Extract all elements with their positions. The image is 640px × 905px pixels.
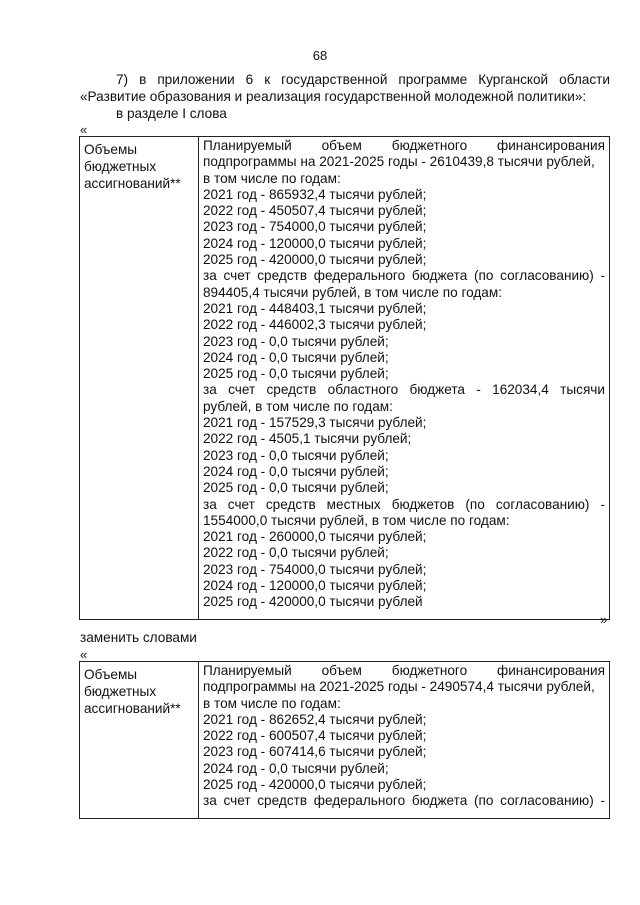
old-content-line: 2025 год - 420000,0 тысячи рублей; xyxy=(203,252,427,268)
intro-paragraph xyxy=(80,71,610,122)
new-content-line: 2023 год - 607414,6 тысячи рублей; xyxy=(203,744,427,760)
old-label-line: бюджетных xyxy=(84,159,157,174)
new-label-line: Объемы xyxy=(84,667,138,682)
new-content-line: 2024 год - 0,0 тысячи рублей; xyxy=(203,760,389,776)
intro-line-1: 7) в приложении 6 к государственной программе Курганской области xyxy=(116,72,610,87)
opening-quote-2: « xyxy=(80,647,88,662)
old-content-line: 2021 год - 448403,1 тысячи рублей; xyxy=(203,300,427,316)
new-budget-table xyxy=(79,661,610,819)
new-content-line: 2022 год - 600507,4 тысячи рублей; xyxy=(203,728,427,744)
new-table-label-cell xyxy=(80,662,199,819)
new-label-line: ассигнований** xyxy=(84,701,181,716)
old-content-line: в том числе по годам: xyxy=(203,170,341,186)
old-content-line: 2025 год - 0,0 тысячи рублей; xyxy=(203,366,389,382)
replace-phrase: заменить словами xyxy=(80,630,197,645)
old-content-line: Планируемый объем бюджетного финансирования xyxy=(203,138,605,153)
closing-quote: » xyxy=(600,612,608,627)
old-content-line: рублей, в том числе по годам: xyxy=(203,398,393,414)
new-content-line: 2021 год - 862652,4 тысячи рублей; xyxy=(203,711,427,727)
old-content-line: 2024 год - 120000,0 тысячи рублей; xyxy=(203,578,427,594)
old-content-line: 2023 год - 0,0 тысячи рублей; xyxy=(203,447,389,463)
old-table-label-cell xyxy=(80,137,199,620)
old-content-line: 2024 год - 0,0 тысячи рублей; xyxy=(203,463,389,479)
old-content-line: 2024 год - 120000,0 тысячи рублей; xyxy=(203,235,427,251)
old-content-line: 2025 год - 0,0 тысячи рублей; xyxy=(203,480,389,496)
new-label-line: бюджетных xyxy=(84,684,157,699)
old-content-line: 2021 год - 865932,4 тысячи рублей; xyxy=(203,186,427,202)
old-table-content-cell xyxy=(199,137,610,620)
old-content-line: подпрограммы на 2021-2025 годы - 2610439,8 тысячи рублей, xyxy=(203,154,595,170)
new-content-line: в том числе по годам: xyxy=(203,695,341,711)
old-content-line: 1554000,0 тысячи рублей, в том числе по годам: xyxy=(203,512,510,528)
old-content-line: за счет средств местных бюджетов (по согласованию) - xyxy=(203,496,605,512)
old-content-line: 2024 год - 0,0 тысячи рублей; xyxy=(203,349,389,365)
old-content-line: 2023 год - 0,0 тысячи рублей; xyxy=(203,333,389,349)
old-content-line: 2021 год - 157529,3 тысячи рублей; xyxy=(203,415,427,431)
old-content-line: 2022 год - 4505,1 тысячи рублей; xyxy=(203,431,412,447)
new-table-content-cell xyxy=(199,662,610,819)
old-label-line: ассигнований** xyxy=(84,176,181,191)
intro-line-2: «Развитие образования и реализация государственной молодежной политики»: xyxy=(80,89,587,104)
new-content-line: 2025 год - 420000,0 тысячи рублей; xyxy=(203,777,427,793)
old-content-line: за счет средств областного бюджета - 162034,4 тысячи xyxy=(203,382,605,398)
old-content-line: 2022 год - 446002,3 тысячи рублей; xyxy=(203,317,427,333)
old-content-line: за счет средств федерального бюджета (по согласованию) - xyxy=(203,268,605,284)
old-content-line: 2023 год - 754000,0 тысячи рублей; xyxy=(203,219,427,235)
old-content-line: 894405,4 тысячи рублей, в том числе по годам: xyxy=(203,284,502,300)
intro-line-3: в разделе I слова xyxy=(116,106,227,121)
opening-quote: « xyxy=(80,122,88,137)
old-label-line: Объемы xyxy=(84,142,138,157)
old-content-line: 2022 год - 0,0 тысячи рублей; xyxy=(203,545,389,561)
old-content-line: 2022 год - 450507,4 тысячи рублей; xyxy=(203,203,427,219)
new-content-line: за счет средств федерального бюджета (по согласованию) - xyxy=(203,793,605,809)
old-content-line: 2023 год - 754000,0 тысячи рублей; xyxy=(203,561,427,577)
old-content-line: 2021 год - 260000,0 тысячи рублей; xyxy=(203,529,427,545)
new-content-line: подпрограммы на 2021-2025 годы - 2490574,4 тысячи рублей, xyxy=(203,679,595,695)
old-budget-table xyxy=(79,136,610,620)
old-content-line: 2025 год - 420000,0 тысячи рублей xyxy=(203,594,423,610)
page-number: 68 xyxy=(312,48,328,63)
new-content-line: Планируемый объем бюджетного финансирования xyxy=(203,663,605,678)
